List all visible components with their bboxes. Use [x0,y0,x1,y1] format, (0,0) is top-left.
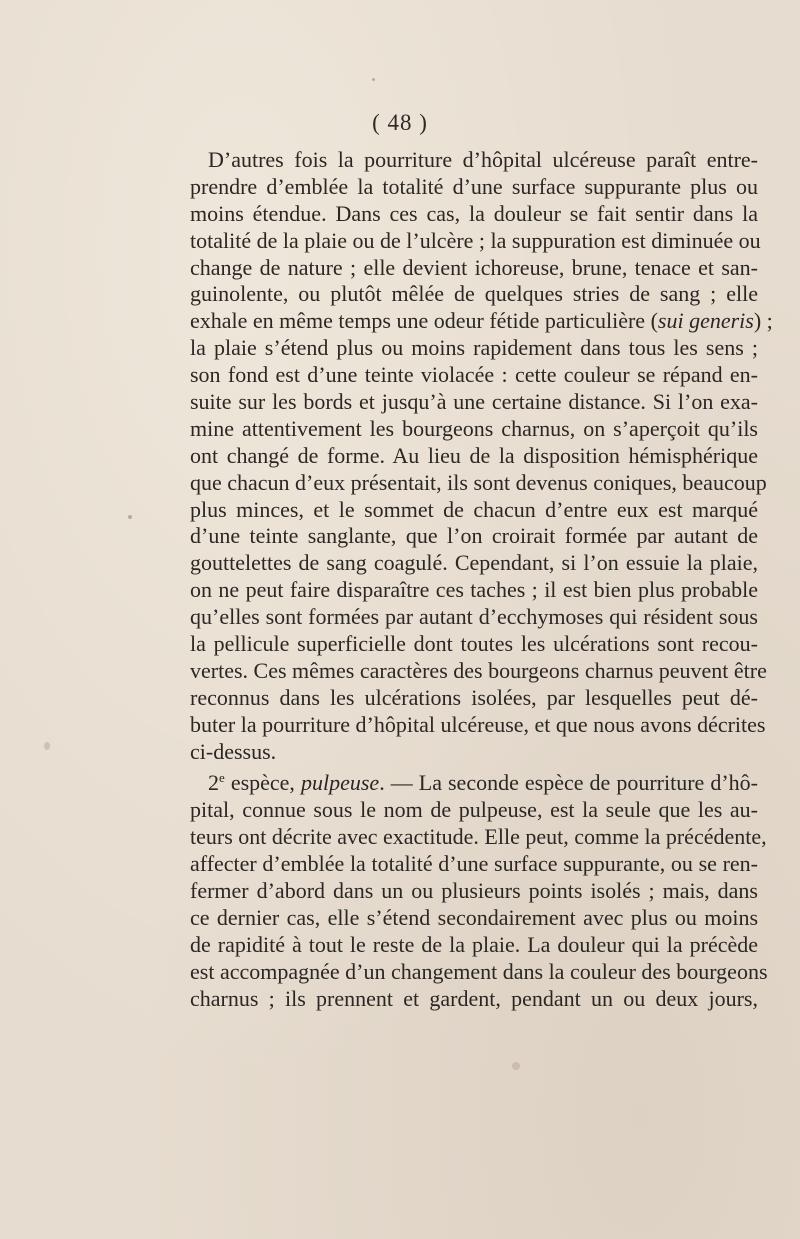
text-line: guinolente, ou plutôt mêlée de quelques stries de sang ; elle [190,281,758,307]
text-line: moins étendue. Dans ces cas, la douleur se fait sentir dans la [190,200,758,226]
paper-speck [128,515,132,519]
text-line: change de nature ; elle devient ichoreuse, brune, tenace et san- [190,254,758,280]
text-line: totalité de la plaie ou de l’ulcère ; la suppuration est diminuée ou [190,227,761,253]
text-line: la plaie s’étend plus ou moins rapidement dans tous les sens ; [190,335,758,361]
text-line: gouttelettes de sang coagulé. Cependant, si l’on essuie la plaie, [190,550,758,576]
text-line: qu’elles sont formées par autant d’ecchymoses qui résident sous [190,604,758,630]
paper-speck [44,742,50,750]
text-line: la pellicule superficielle dont toutes les ulcérations sont recou- [190,631,758,657]
section-title: pulpeuse [300,770,380,796]
text-line: de rapidité à tout le reste de la plaie. La douleur qui la précède [190,931,758,957]
text-segment: exhale en même temps une odeur fétide particulière ( [190,308,658,334]
text-line: on ne peut faire disparaître ces taches ; il est bien plus probable [190,577,758,603]
text-line: vertes. Ces mêmes caractères des bourgeons charnus peuvent être [190,657,767,683]
text-line: est accompagnée d’un changement dans la couleur des bourgeons [190,958,768,984]
latin-phrase: sui generis [657,308,754,334]
text-line: teurs ont décrite avec exactitude. Elle peut, comme la précédente, [190,824,767,850]
page-number: ( 48 ) [372,110,428,135]
text-line: fermer d’abord dans un ou plusieurs points isolés ; mais, dans [190,878,758,904]
text-line: buter la pourriture d’hôpital ulcéreuse, et que nous avons décrites [190,711,766,737]
text-line: son fond est d’une teinte violacée : cette couleur se répand en- [190,362,758,388]
text-line: mine attentivement les bourgeons charnus, on s’aperçoit qu’ils [190,415,758,441]
text-line: D’autres fois la pourriture d’hôpital ulcéreuse paraît entre- [208,147,758,172]
paper-speck [512,1062,520,1070]
section-heading-line [190,770,758,797]
text-line: pital, connue sous le nom de pulpeuse, est la seule que les au- [190,797,758,823]
text-line: reconnus dans les ulcérations isolées, par lesquelles peut dé- [190,684,758,710]
text-segment: ) ; [753,308,773,334]
text-line: que chacun d’eux présentait, ils sont devenus coniques, beaucoup [190,469,767,495]
text-line: ce dernier cas, elle s’étend secondairement avec plus ou moins [190,904,758,930]
text-line: d’une teinte sanglante, que l’on croirait formée par autant de [190,523,758,549]
body-text [190,147,773,1013]
section-number: 2 [208,770,219,796]
text-line: charnus ; ils prennent et gardent, pendant un ou deux jours, [190,985,758,1011]
ordinal-suffix: e [219,770,225,786]
paper-speck [372,78,375,81]
text-segment: . — La seconde espèce de pourriture d’hô- [379,770,758,796]
text-line: ont changé de forme. Au lieu de la disposition hémisphérique [190,442,758,468]
text-line: affecter d’emblée la totalité d’une surface suppurante, ou se ren- [190,851,758,877]
text-line [190,308,773,335]
text-line: prendre d’emblée la totalité d’une surface suppurante plus ou [190,173,758,199]
text-segment: espèce, [224,770,301,796]
text-line: suite sur les bords et jusqu’à une certaine distance. Si l’on exa- [190,389,758,415]
text-line: ci-dessus. [190,738,277,764]
text-line: plus minces, et le sommet de chacun d’entre eux est marqué [190,496,758,522]
